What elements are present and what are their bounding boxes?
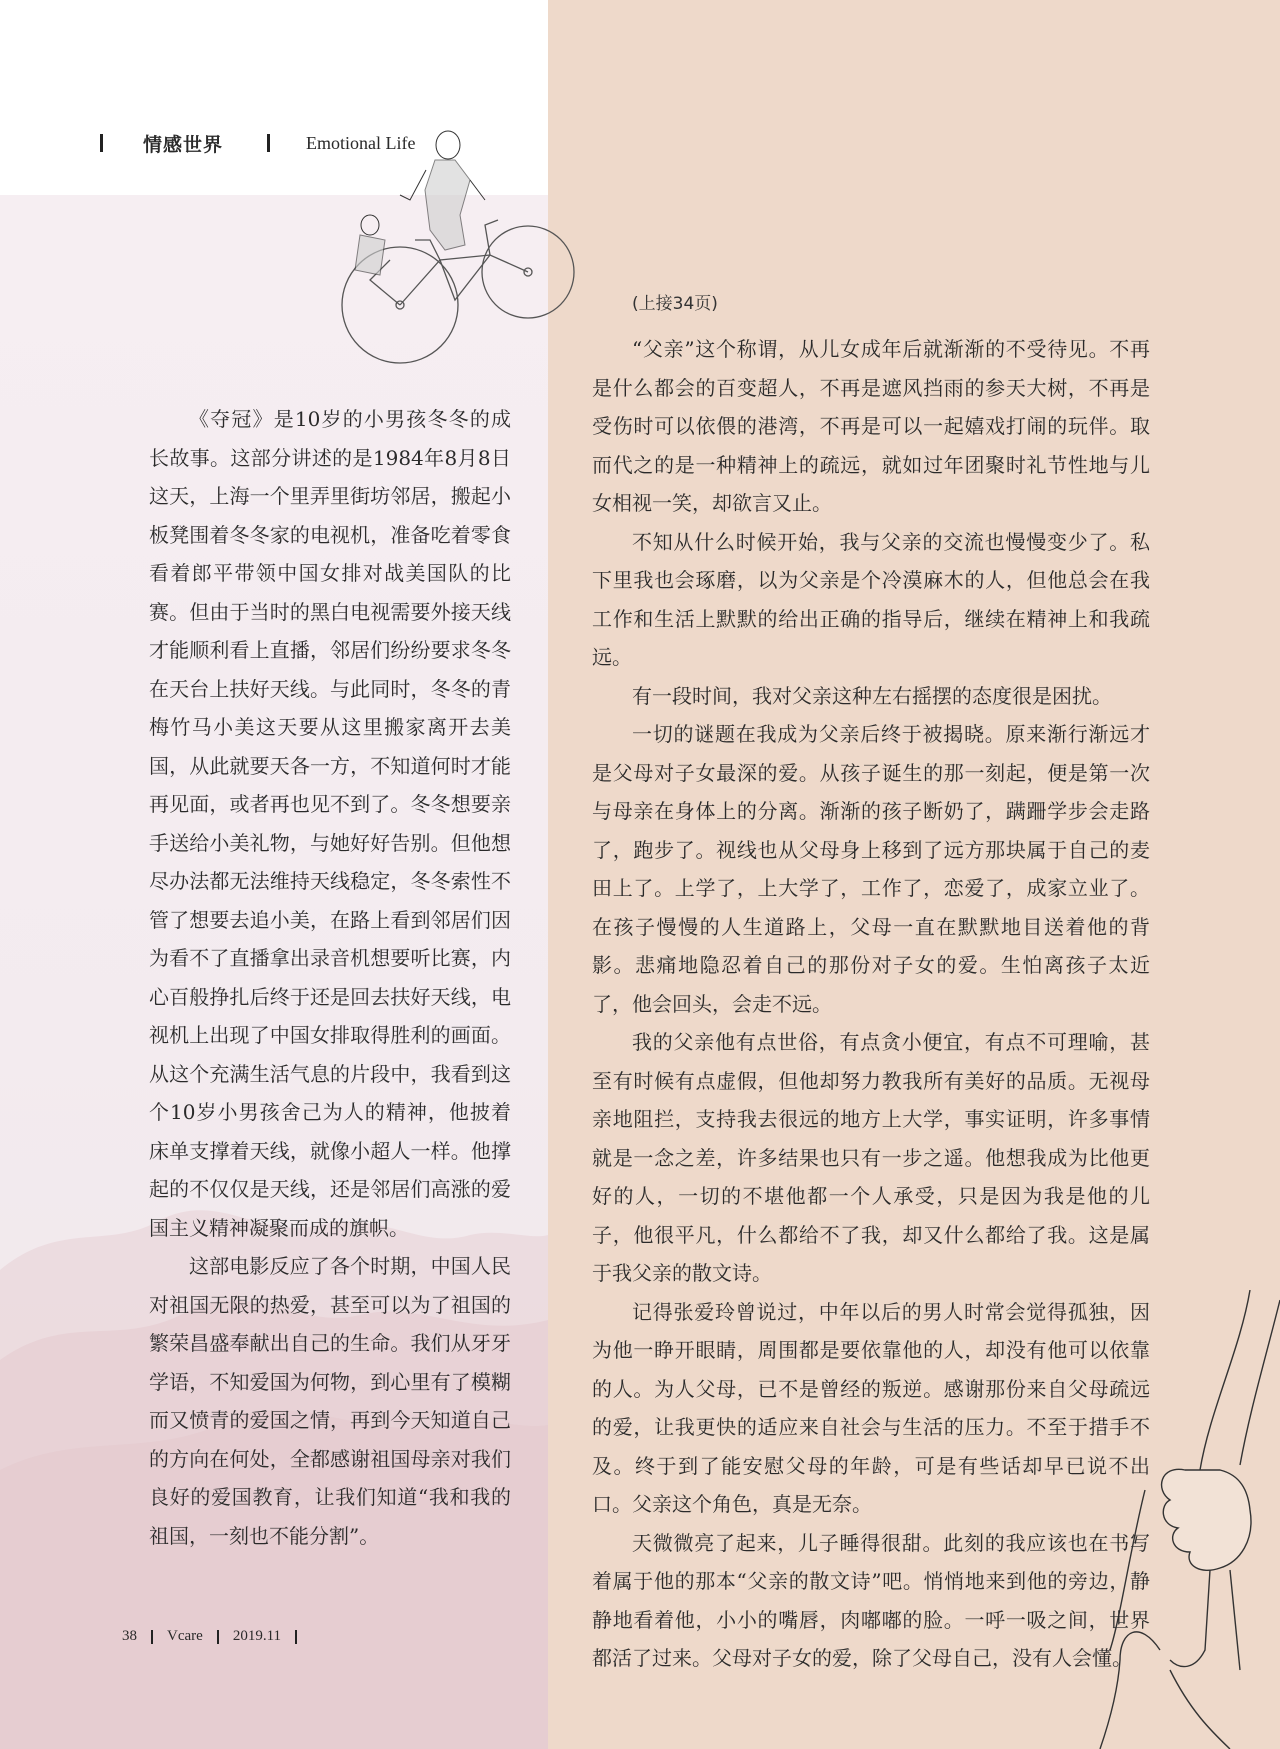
- footer-divider: [217, 1630, 219, 1644]
- continued-from-note: (上接34页): [632, 294, 718, 314]
- footer-divider: [151, 1630, 153, 1644]
- left-article-column: [149, 400, 511, 1555]
- paragraph: 我的父亲他有点世俗，有点贪小便宜，有点不可理喻，甚至有时候有点虚假，但他却努力教我所有美好的品质。无视母亲地阻拦，支持我去很远的地方上大学，事实证明，许多事情就是一念之差，许多结果也只有一步之遥。他想我成为比他更好的人，一切的不堪他都一个人承受，只是因为我是他的儿子，他很平凡，什么都给不了我，却又什么都给了我。这是属于我父亲的散文诗。: [592, 1030, 1150, 1285]
- paragraph: 《夺冠》是10岁的小男孩冬冬的成长故事。这部分讲述的是1984年8月8日这天，上海一个里弄里街坊邻居，搬起小板凳围着冬冬家的电视机，准备吃着零食看着郎平带领中国女排对战美国队的比赛。但由于当时的黑白电视需要外接天线才能顺利看上直播，邻居们纷纷要求冬冬在天台上扶好天线。与此同时，冬冬的青梅竹马小美这天要从这里搬家离开去美国，从此就要天各一方，不知道何时才能再见面，或者再也见不到了。冬冬想要亲手送给小美礼物，与她好好告别。但他想尽办法都无法维持天线稳定，冬冬索性不管了想要去追小美，在路上看到邻居们因为看不了直播拿出录音机想要听比赛，内心百般挣扎后终于还是回去扶好天线，电视机上出现了中国女排取得胜利的画面。从这个充满生活气息的片段中，我看到这个10岁小男孩舍己为人的精神，他披着床单支撑着天线，就像小超人一样。他撑起的不仅仅是天线，还是邻居们高涨的爱国主义精神凝聚而成的旗帜。: [149, 407, 511, 1240]
- header-divider: [267, 134, 270, 152]
- issue-date: 2019.11: [232, 1628, 282, 1644]
- right-article-column: [592, 330, 1150, 1678]
- footer-divider: [295, 1630, 297, 1644]
- paragraph: 天微微亮了起来，儿子睡得很甜。此刻的我应该也在书写着属于他的那本“父亲的散文诗”吧。悄悄地来到他的旁边，静静地看着他，小小的嘴唇，肉嘟嘟的脸。一呼一吸之间，世界都活了过来。父母对子女的爱，除了父母自己，没有人会懂。: [592, 1530, 1150, 1670]
- section-title-chinese: 情感世界: [143, 133, 224, 156]
- paragraph: 这部电影反应了各个时期，中国人民对祖国无限的热爱，甚至可以为了祖国的繁荣昌盛奉献出自己的生命。我们从牙牙学语，不知爱国为何物，到心里有了模糊而又愤青的爱国之情，再到今天知道自己的方向在何处，全都感谢祖国母亲对我们良好的爱国教育，让我们知道“我和我的祖国，一刻也不能分割”。: [149, 1254, 511, 1548]
- page-number: 38: [122, 1628, 137, 1644]
- paragraph: 记得张爱玲曾说过，中年以后的男人时常会觉得孤独，因为他一睁开眼睛，周围都是要依靠他的人，却没有他可以依靠的人。为人父母，已不是曾经的叛逆。感谢那份来自父母疏远的爱，让我更快的适应来自社会与生活的压力。不至于措手不及。终于到了能安慰父母的年龄，可是有些话却早已说不出口。父亲这个角色，真是无奈。: [592, 1299, 1150, 1516]
- page-footer: [118, 1628, 301, 1645]
- paragraph: 一切的谜题在我成为父亲后终于被揭晓。原来渐行渐远才是父母对子女最深的爱。从孩子诞生的那一刻起，便是第一次与母亲在身体上的分离。渐渐的孩子断奶了，蹒跚学步会走路了，跑步了。视线也从父母身上移到了远方那块属于自己的麦田上了。上学了，上大学了，工作了，恋爱了，成家立业了。在孩子慢慢的人生道路上，父母一直在默默地目送着他的背影。悲痛地隐忍着自己的那份对子女的爱。生怕离孩子太近了，他会回头，会走不远。: [592, 722, 1150, 1016]
- header-divider: [100, 134, 103, 152]
- paragraph: “父亲”这个称谓，从儿女成年后就渐渐的不受待见。不再是什么都会的百变超人，不再是遮风挡雨的参天大树，不再是受伤时可以依偎的港湾，不再是可以一起嬉戏打闹的玩伴。取而代之的是一种精神上的疏远，就如过年团聚时礼节性地与儿女相视一笑，却欲言又止。: [592, 337, 1150, 515]
- paragraph: 有一段时间，我对父亲这种左右摇摆的态度很是困扰。: [632, 683, 1112, 708]
- paragraph: 不知从什么时候开始，我与父亲的交流也慢慢变少了。私下里我也会琢磨，以为父亲是个冷漠麻木的人，但他总会在我工作和生活上默默的给出正确的指导后，继续在精神上和我疏远。: [592, 529, 1150, 669]
- section-header: [100, 128, 415, 158]
- section-title-english: Emotional Life: [306, 132, 416, 153]
- magazine-name: Vcare: [167, 1628, 203, 1644]
